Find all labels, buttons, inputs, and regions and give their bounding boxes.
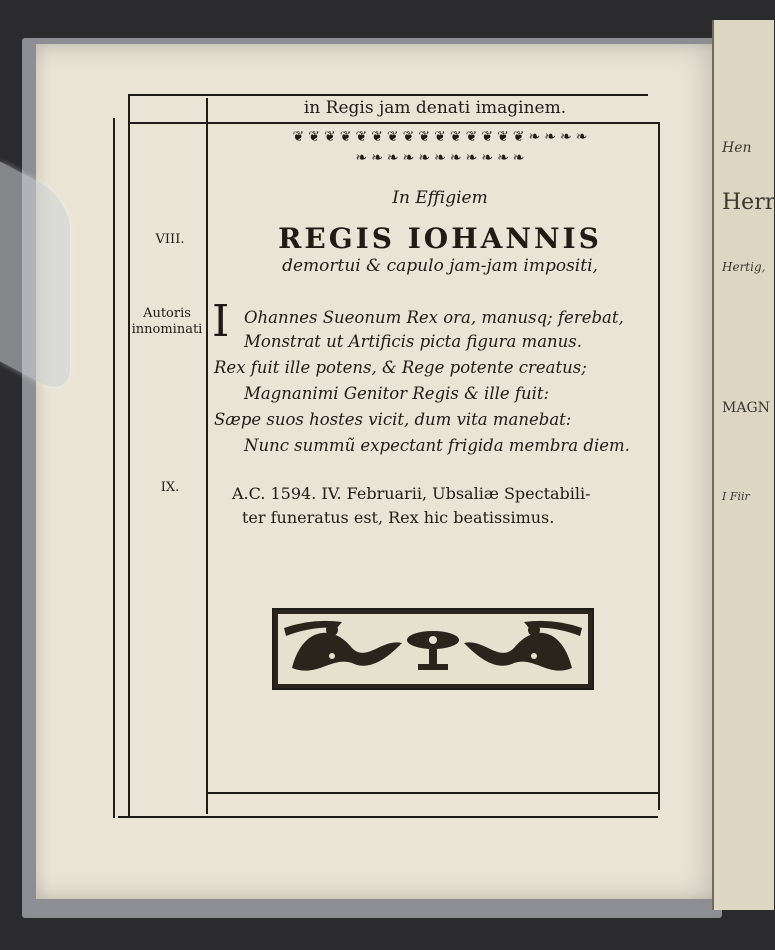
fleuron-icon: ❦ [481,129,494,145]
fleuron-icon: ❦ [292,129,305,145]
burial-entry [232,482,652,530]
fleuron-icon: ❦ [434,129,446,145]
verse-line: Monstrat ut Artificis picta figura manus. [244,332,583,351]
fleuron-icon: ❧ [497,150,509,166]
frame-inner-bottom-rule [208,792,660,794]
fleuron-icon: ❧ [434,150,446,166]
fleuron-icon: ❧ [355,150,368,166]
fleuron-icon: ❦ [371,129,383,145]
burial-entry-line2: ter funeratus est, Rex hic beatissimus. [242,508,555,527]
fleuron-icon: ❦ [355,129,368,145]
poem-title-line1: In Effigiem [392,188,488,208]
fleuron-icon: ❧ [528,129,541,145]
fleuron-icon: ❦ [465,129,478,145]
author-note-line1: Autoris [143,306,191,321]
fleuron-icon: ❧ [575,129,588,145]
fleuron-icon: ❧ [371,150,383,166]
poem-title-line3: demortui & capulo jam-jam impositi, [282,256,598,276]
verse-line: Nunc summũ expectant frigida membra diem. [244,436,630,455]
fleuron-icon: ❧ [386,150,399,166]
fleuron-icon: ❦ [402,129,415,145]
book-page [36,44,726,899]
drop-cap: I [212,296,230,347]
fleuron-icon: ❧ [465,150,478,166]
fleuron-icon: ❦ [497,129,509,145]
burial-entry-line1: A.C. 1594. IV. Februarii, Ubsaliæ Spectabili- [232,484,591,503]
fleuron-icon: ❧ [418,150,431,166]
fleuron-icon: ❦ [386,129,399,145]
woodcut-tailpiece [272,608,594,690]
verse-line: Ohannes Sueonum Rex ora, manusq; ferebat, [244,308,624,327]
fleuron-icon: ❧ [560,129,572,145]
frame-top-rule [128,94,648,96]
fleuron-icon: ❧ [449,150,462,166]
frame-left-rule [128,94,130,816]
frame-inner-rule [206,98,208,814]
facing-page-edge: Hen Herr Hertig, MAGN I Fiir [712,20,774,910]
section-number-ix: IX. [160,480,180,495]
fleuron-icon: ❦ [449,129,462,145]
fleuron-icon: ❦ [308,129,320,145]
fleuron-icon: ❦ [512,129,525,145]
verse-line: Magnanimi Genitor Regis & ille fuit: [244,384,550,403]
running-head: in Regis jam denati imaginem. [303,98,567,118]
author-note-line2: innominati [131,322,203,337]
fleuron-band [290,128,590,168]
verse-line: Sæpe suos hostes vicit, dum vita manebat: [214,410,572,429]
frame-bottom-rule [118,816,658,818]
poem-title-line2: REGIS IOHANNIS [278,222,602,255]
fleuron-icon: ❦ [339,129,352,145]
fleuron-icon: ❧ [481,150,494,166]
fleuron-icon: ❧ [544,129,556,145]
fleuron-icon: ❦ [418,129,431,145]
verse-line: Rex fuit ille potens, & Rege potente creatus; [214,358,587,377]
margin-column-left-rule [113,118,115,818]
fleuron-icon: ❦ [323,129,336,145]
section-number-viii: VIII. [155,232,185,247]
fleuron-icon: ❧ [512,150,525,166]
fleuron-icon: ❧ [402,150,415,166]
